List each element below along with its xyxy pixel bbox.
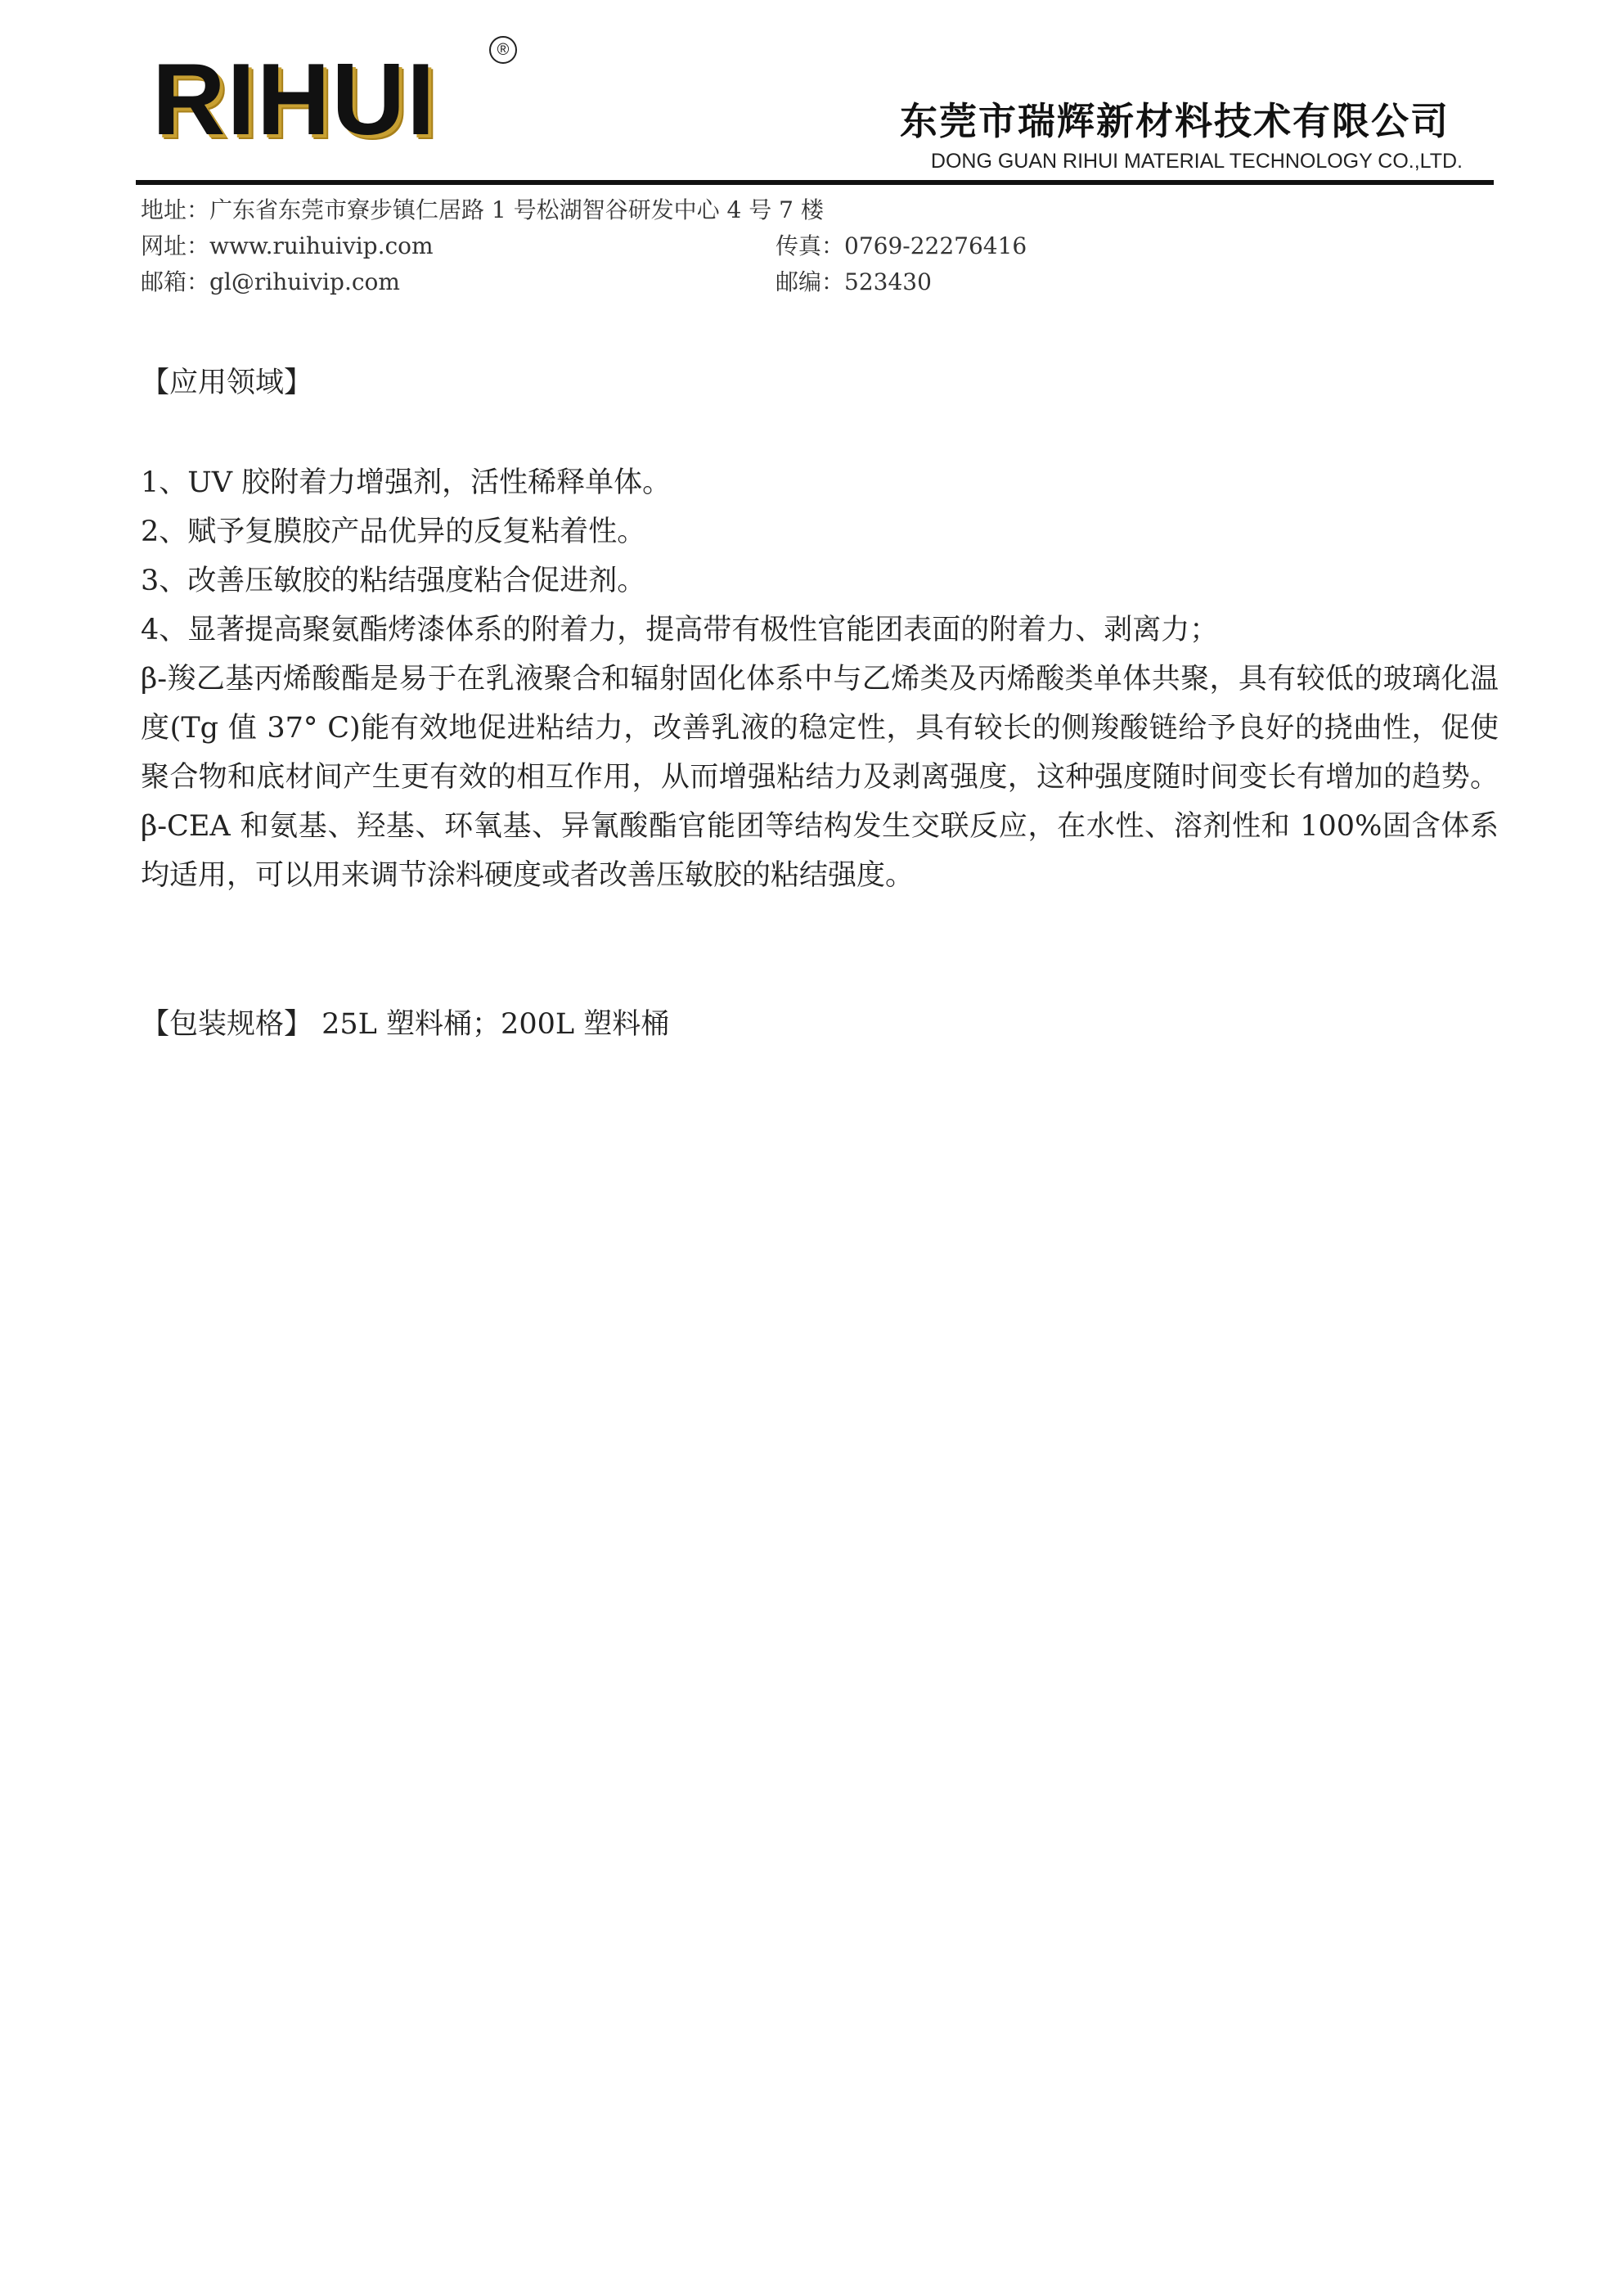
company-logo: RIHUI [152,43,437,156]
contact-fax: 传真：0769-22276416 [776,232,1027,259]
contact-website: 网址：www.ruihuivip.com [141,232,434,259]
header-divider [136,180,1494,185]
application-heading: 【应用领域】 [141,367,313,399]
company-name-cn: 东莞市瑞辉新材料技术有限公司 [900,99,1450,143]
packaging-value: 25L 塑料桶；200L 塑料桶 [312,1008,670,1041]
application-item: 3、改善压敏胶的粘结强度粘合促进剂。 [141,565,646,597]
registered-mark: ® [489,36,517,64]
contact-postcode: 邮编：523430 [776,268,932,295]
company-name-en: DONG GUAN RIHUI MATERIAL TECHNOLOGY CO.,LTD. [930,150,1463,173]
packaging-line [141,1000,1499,1049]
application-description: β-羧乙基丙烯酸酯是易于在乳液聚合和辐射固化体系中与乙烯类及丙烯酸类单体共聚，具有较低的玻璃化温度(Tg 值 37° C)能有效地促进粘结力，改善乳液的稳定性，具有较长的侧羧酸链给予良好的挠曲性，促使聚合物和底材间产生更有效的相互作用，从而增强粘结力及剥离强度，这种强度随时间变长有增加的趋势。β-CEA 和氨基、羟基、环氧基、异氰酸酯官能团等结构发生交联反应，在水性、溶剂性和 100%固含体系均适用，可以用来调节涂料硬度或者改善压敏胶的粘结强度。 [141,663,1499,892]
application-item: 2、赋予复膜胶产品优异的反复粘着性。 [141,515,646,548]
application-item: 4、显著提高聚氨酯烤漆体系的附着力，提高带有极性官能团表面的附着力、剥离力； [141,614,1219,646]
application-item: 1、UV 胶附着力增强剂，活性稀释单体。 [141,466,672,499]
contact-email: 邮箱：gl@rihuivip.com [141,268,400,295]
packaging-heading: 【包装规格】 [141,1008,313,1041]
contact-address: 地址：广东省东莞市寮步镇仁居路 1 号松湖智谷研发中心 4 号 7 楼 [141,196,824,223]
